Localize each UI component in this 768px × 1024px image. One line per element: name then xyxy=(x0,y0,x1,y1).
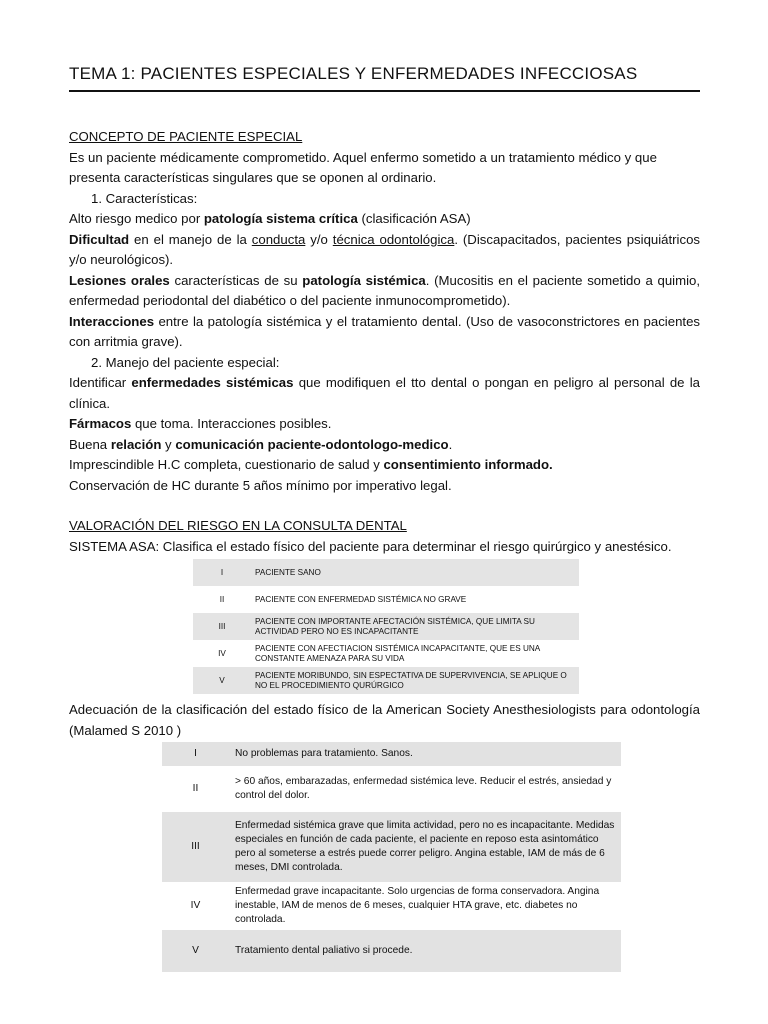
class-cell: V xyxy=(162,930,229,972)
table-row xyxy=(193,613,579,640)
table-row xyxy=(193,667,579,694)
paragraph-sistema-asa: SISTEMA ASA: Clasifica el estado físico del paciente para determinar el riesgo quirúrgico y anestésico. xyxy=(69,538,672,554)
class-cell: I xyxy=(193,559,251,586)
paragraph-dificultad: Dificultad en el manejo de la conducta y/o técnica odontológica. (Discapacitados, pacientes psiquiátricos y/o neurológicos). xyxy=(69,231,701,267)
table-row xyxy=(193,586,579,613)
class-cell: I xyxy=(162,742,229,766)
description-cell: PACIENTE MORIBUNDO, SIN ESPECTATIVA DE SUPERVIVENCIA, SE APLIQUE O NO EL PROCEDIMIENTO QURÚRGICO xyxy=(251,667,579,694)
table-row xyxy=(162,882,621,930)
asa-odontologia-table xyxy=(162,742,621,972)
list-item-manejo: 2. Manejo del paciente especial: xyxy=(91,354,280,370)
paragraph-imprescindible: Imprescindible H.C completa, cuestionario de salud y consentimiento informado. xyxy=(69,457,553,472)
class-cell: II xyxy=(192,783,199,794)
section-valoracion xyxy=(69,516,700,557)
table-row xyxy=(193,640,579,667)
description-cell: PACIENTE CON IMPORTANTE AFECTACIÓN SISTÉMICA, QUE LIMITA SU ACTIVIDAD PERO NO ES INCAPACITANTE xyxy=(251,613,579,640)
section-heading: CONCEPTO DE PACIENTE ESPECIAL xyxy=(69,129,303,144)
class-cell: V xyxy=(193,667,251,694)
table-row xyxy=(162,930,621,972)
table-row xyxy=(193,559,579,586)
paragraph-alto-riesgo: Alto riesgo medico por patología sistema crítica (clasificación ASA) xyxy=(69,211,471,226)
class-cell: III xyxy=(193,613,251,640)
paragraph-conservacion: Conservación de HC durante 5 años mínimo por imperativo legal. xyxy=(69,477,452,493)
description-cell: Tratamiento dental paliativo si procede. xyxy=(229,930,621,972)
table-row xyxy=(162,742,621,766)
paragraph-lesiones: Lesiones orales características de su patología sistémica. (Mucositis en el paciente sometido a quimio, enfermedad periodontal del diabético o del paciente inmunocomprometido). xyxy=(69,272,701,308)
list-item-caracteristicas: 1. Características: xyxy=(91,190,198,206)
class-cell: II xyxy=(219,594,225,604)
paragraph-interacciones: Interacciones entre la patología sistémica y el tratamiento dental. (Uso de vasoconstrictores en pacientes con arritmia grave). xyxy=(69,313,700,349)
paragraph-buena-relacion: Buena relación y comunicación paciente-odontologo-medico. xyxy=(69,436,453,452)
description-cell: PACIENTE CON ENFERMEDAD SISTÉMICA NO GRAVE xyxy=(255,594,467,604)
section-heading: VALORACIÓN DEL RIESGO EN LA CONSULTA DENTAL xyxy=(69,518,407,533)
paragraph-farmacos: Fármacos que toma. Interacciones posibles. xyxy=(69,416,332,431)
class-cell: IV xyxy=(218,648,226,658)
asa-table xyxy=(193,559,579,694)
description-cell: PACIENTE SANO xyxy=(251,559,579,586)
paragraph-adecuacion: Adecuación de la clasificación del estado físico de la American Society Anesthesiologists para odontología (Malamed S 2010 ) xyxy=(69,702,700,738)
description-cell: > 60 años, embarazadas, enfermedad sistémica leve. Reducir el estrés, ansiedad y control del dolor. xyxy=(235,776,612,801)
description-cell: Enfermedad grave incapacitante. Solo urgencias de forma conservadora. Angina inestable, IAM de menos de 6 meses, cualquier HTA grave, etc. diabetes no controlada. xyxy=(235,886,600,925)
paragraph-definition: Es un paciente médicamente comprometido. Aquel enfermo sometido a un tratamiento médico y que presenta características singulares que se oponen al ordinario. xyxy=(69,149,657,185)
class-cell: IV xyxy=(190,900,201,911)
description-cell: No problemas para tratamiento. Sanos. xyxy=(229,742,621,766)
table-row xyxy=(162,766,621,812)
table-row xyxy=(162,812,621,882)
description-cell: Enfermedad sistémica grave que limita actividad, pero no es incapacitante. Medidas especiales en función de cada paciente, el paciente en reposo esta asintomático pero al someterse a estrés puede correr peligro. Angina estable, IAM de más de 6 meses, DMI controlada. xyxy=(229,812,621,882)
description-cell: PACIENTE CON AFECTIACION SISTÉMICA INCAPACITANTE, QUE ES UNA CONSTANTE AMENAZA PARA SU VIDA xyxy=(255,643,540,663)
paragraph-identificar: Identificar enfermedades sistémicas que modifiquen el tto dental o pongan en peligro al personal de la clínica. xyxy=(69,375,700,411)
section-concepto xyxy=(69,127,700,496)
class-cell: III xyxy=(162,812,229,882)
page-title: TEMA 1: PACIENTES ESPECIALES Y ENFERMEDADES INFECCIOSAS xyxy=(69,64,700,92)
